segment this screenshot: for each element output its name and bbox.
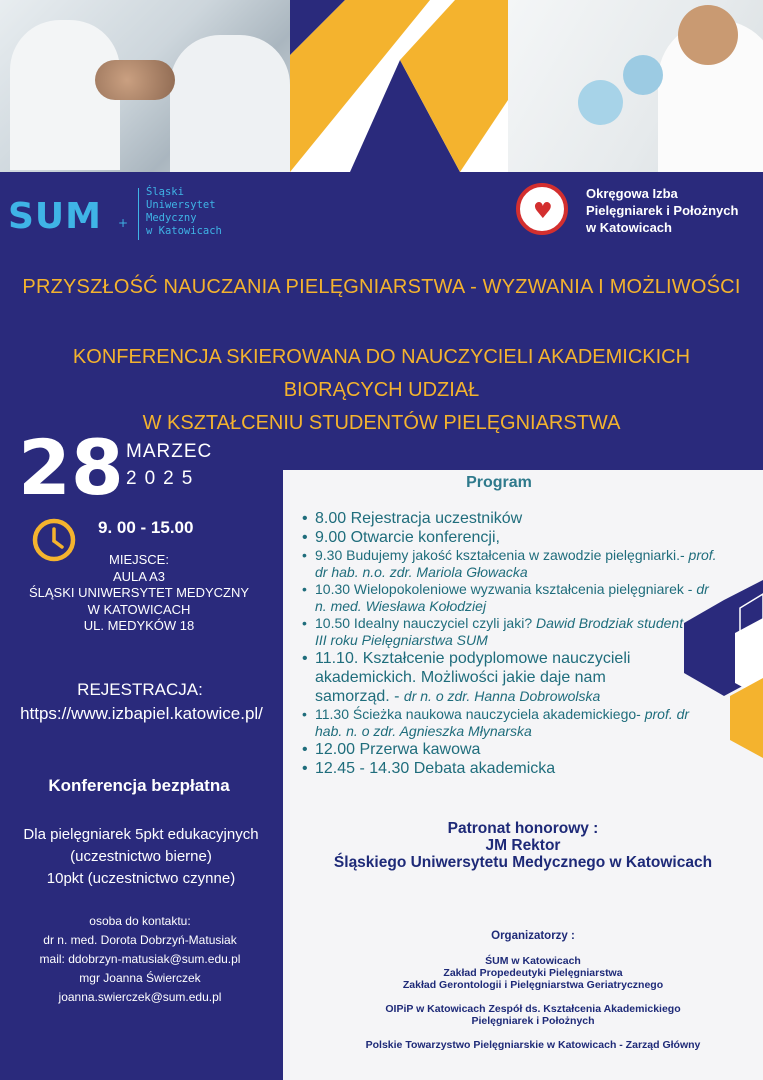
conference-title: PRZYSZŁOŚĆ NAUCZANIA PIELĘGNIARSTWA - WYZWANIA I MOŻLIWOŚCI [22,276,741,298]
event-time: 9. 00 - 15.00 [98,518,194,537]
program-item: • 11.10. Kształcenie podyplomowe nauczycieli akademickich. Możliwości jakie daje nam samorząd. - dr n. o zdr. Hanna Dobrowolska [300,649,680,706]
contact-email-2[interactable]: joanna.swierczek@sum.edu.pl [58,990,222,1004]
contact-info: osoba do kontaktu: dr n. med. Dorota Dobrzyń-Matusiak mail: ddobrzyn-matusiak@sum.edu.pl mgr Joanna Świerczek joanna.swierczek@sum.edu.pl [0,912,280,1007]
organizer-ptp: Polskie Towarzystwo Pielęgniarskie w Katowicach - Zarząd Główny [365,1039,701,1051]
program-item: • 10.30 Wielopokoleniowe wyzwania kształcenia pielęgniarek - dr n. med. Wiesława Kołodziej [300,581,720,615]
event-month: MARZEC [126,441,213,462]
program-item: • 12.45 - 14.30 Debata akademicka [300,759,720,778]
organizer-sum: ŚUM w Katowicach Zakład Propedeutyki Pielęgniarstwa Zakład Gerontologii i Pielęgniarstwa Geriatrycznego [402,955,664,991]
contact-email-1[interactable]: mail: ddobrzyn-matusiak@sum.edu.pl [39,952,241,966]
program-item: • 9.30 Budujemy jakość kształcenia w zawodzie pielęgniarki.- prof. dr hab. n.o. zdr. Mariola Głowacka [300,547,720,581]
education-points: Dla pielęgniarek 5pkt edukacyjnych (uczestnictwo bierne) 10pkt (uczestnictwo czynne) [23,826,259,887]
header-photo-band [0,0,763,172]
program-item: • 8.00 Rejestracja uczestników [300,509,720,528]
teamwork-photo [0,0,290,172]
program-title: Program [466,474,532,491]
program-item: • 9.00 Otwarcie konferencji, [300,528,720,547]
honorary-patronage: Patronat honorowy : JM Rektor Śląskiego Uniwersytetu Medycznego w Katowicach [333,820,713,871]
program-list [300,509,720,778]
heart-icon: ♥ [533,199,553,224]
event-year: 2025 [126,468,201,489]
program-item: • 11.30 Ścieżka naukowa nauczyciela akademickiego- prof. dr hab. n. o zdr. Agnieszka Młynarska [300,706,720,740]
oipip-emblem [516,183,568,235]
oipip-logo-text: Okręgowa Izba Pielęgniarek i Położnych w Katowicach [586,186,739,235]
organizers-title: Organizatorzy : [491,930,575,942]
sum-logo-text: Śląski Uniwersytet Medyczny w Katowicach [146,186,222,237]
program-item: • 10.50 Idealny nauczyciel czyli jaki? Dawid Brodziak student III roku Pielęgniarstwa SUM [300,615,695,649]
geometric-decoration [290,0,508,172]
sum-logo-mark: SUM [8,196,102,237]
organizer-oipip: OIPiP w Katowicach Zespół ds. Kształcenia Akademickiego Pielęgniarek i Położnych [385,1003,681,1027]
plus-icon: + [118,216,129,230]
program-item: • 12.00 Przerwa kawowa [300,740,720,759]
nurse-syringe-photo [508,0,763,172]
registration-link[interactable]: https://www.izbapiel.katowice.pl/ [20,704,263,723]
event-venue: MIEJSCE: AULA A3 ŚLĄSKI UNIWERSYTET MEDYCZNY W KATOWICACH UL. MEDYKÓW 18 [28,552,250,633]
conference-subtitle: KONFERENCJA SKIEROWANA DO NAUCZYCIELI AKADEMICKICH BIORĄCYCH UDZIAŁ W KSZTAŁCENIU STUDENTÓW PIELĘGNIARSTWA [72,346,691,434]
event-day: 28 [18,423,124,512]
registration-label: REJESTRACJA: [77,680,203,699]
free-conference-note: Konferencja bezpłatna [48,776,230,795]
